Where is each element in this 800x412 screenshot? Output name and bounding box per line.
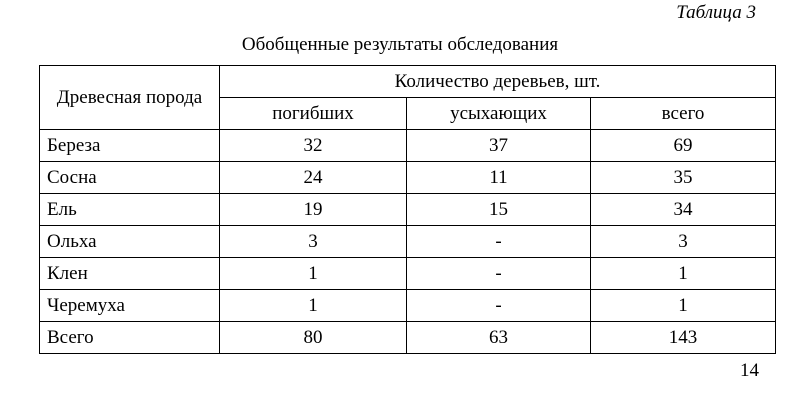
cell-species: Береза <box>40 130 220 162</box>
header-tree-count: Количество деревьев, шт. <box>220 66 776 98</box>
cell-drying: - <box>407 258 591 290</box>
cell-species: Всего <box>40 322 220 354</box>
table-row <box>40 130 776 162</box>
table-row <box>40 194 776 226</box>
table-caption: Обобщенные результаты обследования <box>241 34 559 55</box>
cell-dead: 80 <box>220 322 407 354</box>
cell-dead: 32 <box>220 130 407 162</box>
table-row <box>40 162 776 194</box>
header-species: Древесная порода <box>40 66 220 130</box>
cell-total: 35 <box>591 162 776 194</box>
cell-species: Ель <box>40 194 220 226</box>
cell-dead: 19 <box>220 194 407 226</box>
cell-drying: - <box>407 226 591 258</box>
cell-dead: 1 <box>220 290 407 322</box>
cell-species: Клен <box>40 258 220 290</box>
cell-drying: 63 <box>407 322 591 354</box>
cell-species: Ольха <box>40 226 220 258</box>
cell-total: 143 <box>591 322 776 354</box>
table-body <box>40 130 776 354</box>
table-number-label: Таблица 3 <box>676 2 756 23</box>
cell-total: 1 <box>591 258 776 290</box>
header-drying: усыхающих <box>407 98 591 130</box>
cell-drying: 37 <box>407 130 591 162</box>
survey-results-table <box>39 65 776 354</box>
cell-species: Сосна <box>40 162 220 194</box>
header-total: всего <box>591 98 776 130</box>
cell-total: 34 <box>591 194 776 226</box>
cell-dead: 1 <box>220 258 407 290</box>
table-row <box>40 290 776 322</box>
table-header <box>40 66 776 130</box>
cell-total: 3 <box>591 226 776 258</box>
cell-drying: 15 <box>407 194 591 226</box>
header-row-top <box>40 66 776 98</box>
header-dead: погибших <box>220 98 407 130</box>
cell-dead: 24 <box>220 162 407 194</box>
cell-species: Черемуха <box>40 290 220 322</box>
cell-total: 1 <box>591 290 776 322</box>
cell-dead: 3 <box>220 226 407 258</box>
cell-drying: - <box>407 290 591 322</box>
cell-drying: 11 <box>407 162 591 194</box>
table-row <box>40 258 776 290</box>
page-number: 14 <box>740 360 759 381</box>
table-row <box>40 226 776 258</box>
cell-total: 69 <box>591 130 776 162</box>
table-row-total <box>40 322 776 354</box>
